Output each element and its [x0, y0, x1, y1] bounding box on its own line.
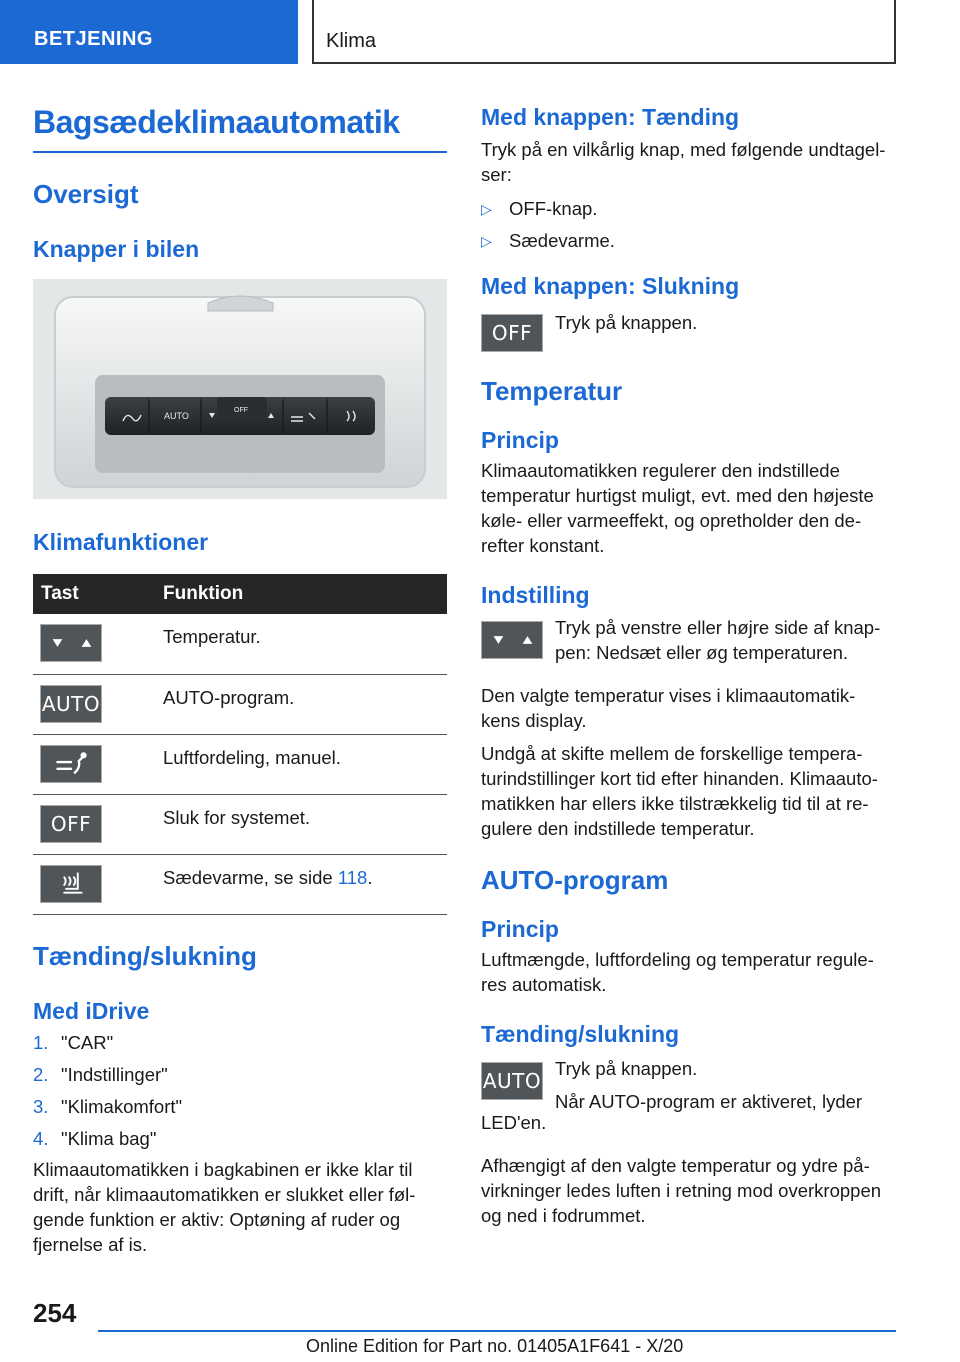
- auto-button-label: AUTO: [482, 1069, 542, 1093]
- exception-list: [481, 193, 897, 257]
- function-table: [33, 574, 447, 915]
- auto-button-label: AUTO: [41, 691, 101, 716]
- table-row: [33, 794, 447, 854]
- heading-princip: Princip: [481, 427, 559, 453]
- off-button-icon: [481, 314, 543, 352]
- text-line: drift, når klimaautomatikken er slukket eller føl-: [33, 1183, 416, 1205]
- text-line: Tryk på venstre eller højre side af knap-: [555, 617, 881, 638]
- list-item: [33, 1027, 447, 1059]
- text-line: og ned i fodrummet.: [481, 1205, 646, 1226]
- princip-text: [481, 458, 897, 558]
- seat-heating-period: .: [367, 866, 373, 888]
- led-text: LED'en.: [481, 1112, 547, 1133]
- text-line: Luftmængde, luftfordeling og temperatur regule-: [481, 949, 874, 970]
- text-line: kens display.: [481, 710, 587, 731]
- bullet-text: OFF-knap.: [509, 198, 598, 219]
- text-line: Klimaautomatikken regulerer den indstillede: [481, 460, 840, 481]
- step-number: 4.: [33, 1127, 49, 1149]
- air-distribution-icon: [40, 745, 102, 783]
- text-line: fjernelse af is.: [33, 1233, 148, 1255]
- text-line: Når AUTO-program er aktiveret, lyder: [555, 1091, 863, 1112]
- chapter-title: Klima: [326, 30, 377, 52]
- step-number: 2.: [33, 1063, 49, 1085]
- control-panel-photo: [33, 279, 447, 499]
- heading-med-idrive: Med iDrive: [33, 997, 150, 1024]
- slukning-row: [481, 314, 897, 352]
- table-cell-text: AUTO-program.: [155, 674, 447, 734]
- list-item: [33, 1123, 447, 1155]
- text-line: gulere den indstillede temperatur.: [481, 818, 755, 839]
- table-cell-icon: [33, 854, 155, 914]
- heading-med-knappen-taending: Med knappen: Tænding: [481, 104, 740, 130]
- table-cell-text: Sluk for systemet.: [155, 794, 447, 854]
- chapter-header-frame: [312, 0, 896, 64]
- text-line: temperatur hurtigst muligt, evt. med den højeste: [481, 485, 874, 506]
- text-line: køle- eller varmeeffekt, og opretholder den de-: [481, 510, 862, 531]
- left-column: [33, 100, 447, 1257]
- col-header-funktion: Funktion: [155, 574, 447, 614]
- temperature-arrows-icon: [481, 621, 543, 659]
- text-line: matikken har ellers ikke tilstrækkelig tid til at re-: [481, 793, 869, 814]
- heading-klimafunktioner: Klimafunktioner: [33, 529, 209, 555]
- col-header-tast: Tast: [33, 574, 155, 614]
- text-line: virkninger ledes luften i retning mod overkroppen: [481, 1180, 882, 1201]
- step-text: "Klimakomfort": [61, 1095, 183, 1117]
- slukning-text: Tryk på knappen.: [555, 312, 698, 333]
- auto-button-icon: [481, 1062, 543, 1100]
- table-cell-icon: [33, 734, 155, 794]
- table-header-row: [33, 574, 447, 614]
- off-button-icon: [40, 805, 102, 843]
- list-item: [481, 225, 897, 257]
- text-line: Den valgte temperatur vises i klimaautomatik-: [481, 685, 856, 706]
- text-line: res automatisk.: [481, 974, 607, 995]
- table-row: [33, 734, 447, 794]
- heading-taending-slukning: Tænding/slukning: [33, 940, 257, 971]
- edition-text: Online Edition for Part no. 01405A1F641 - X/20: [306, 1336, 684, 1356]
- text-line: Tryk på knappen.: [555, 1058, 698, 1079]
- heading-temperatur: Temperatur: [481, 376, 623, 406]
- heading-indstilling: Indstilling: [481, 582, 590, 608]
- table-cell-text: Luftfordeling, manuel.: [155, 734, 447, 794]
- bullet-triangle-icon: ▷: [481, 233, 492, 249]
- step-text: "Klima bag": [61, 1127, 157, 1149]
- temperature-arrows-icon: [40, 624, 102, 662]
- heading-taending-slukning-2: Tænding/slukning: [481, 1021, 680, 1047]
- heading-med-knappen-slukning: Med knappen: Slukning: [481, 273, 740, 299]
- heading-auto-program: AUTO-program: [481, 865, 669, 895]
- undga-text: [481, 741, 897, 841]
- table-row: [33, 614, 447, 674]
- list-item: [33, 1091, 447, 1123]
- page-title: Bagsædeklimaautomatik: [33, 104, 400, 140]
- section-tab: BETJENING: [0, 0, 298, 64]
- auto-button-icon: [40, 685, 102, 723]
- off-button-label: OFF: [491, 321, 533, 345]
- page-link-118[interactable]: 118: [337, 866, 368, 888]
- bullet-triangle-icon: ▷: [481, 201, 492, 217]
- text-line: refter konstant.: [481, 535, 605, 556]
- seat-heating-text: Sædevarme, se side: [163, 866, 338, 888]
- heading-oversigt: Oversigt: [33, 179, 139, 209]
- afhaengigt-text: [481, 1153, 897, 1228]
- table-cell-icon: [33, 794, 155, 854]
- display-text: [481, 683, 897, 733]
- step-text: "CAR": [61, 1031, 114, 1053]
- seat-heating-icon: [40, 865, 102, 903]
- table-cell-icon: [33, 674, 155, 734]
- indstilling-row: [481, 617, 897, 665]
- idrive-steps: [33, 1027, 447, 1155]
- table-cell-icon: [33, 614, 155, 674]
- auto-row: [481, 1058, 897, 1114]
- right-column: [481, 100, 897, 1228]
- panel-off-label: OFF: [234, 407, 248, 414]
- list-item: [33, 1059, 447, 1091]
- text-line: Undgå at skifte mellem de forskellige tempera-: [481, 743, 863, 764]
- text-line: ser:: [481, 164, 512, 185]
- panel-auto-label: AUTO: [164, 411, 189, 421]
- taending-text: [481, 137, 897, 187]
- page-number: 254: [33, 1298, 77, 1328]
- table-row: [33, 674, 447, 734]
- text-line: Afhængigt af den valgte temperatur og ydre på-: [481, 1155, 870, 1176]
- indstilling-text: [555, 615, 880, 665]
- text-line: Tryk på en vilkårlig knap, med følgende undtagel-: [481, 139, 886, 160]
- bullet-text: Sædevarme.: [509, 230, 615, 251]
- idrive-note: [33, 1157, 447, 1257]
- title-rule: [33, 151, 447, 153]
- auto-text: [555, 1056, 862, 1114]
- step-number: 3.: [33, 1095, 49, 1117]
- table-cell-text: Temperatur.: [155, 614, 447, 674]
- heading-knapper: Knapper i bilen: [33, 236, 200, 262]
- text-line: turindstillinger kort tid efter hinanden. Klimaauto-: [481, 768, 878, 789]
- control-panel-illustration: [33, 279, 447, 499]
- heading-princip-2: Princip: [481, 916, 559, 942]
- footer-rule: [98, 1330, 896, 1332]
- table-row: [33, 854, 447, 914]
- step-number: 1.: [33, 1031, 49, 1053]
- table-cell-text: [155, 854, 447, 914]
- list-item: [481, 193, 897, 225]
- text-line: pen: Nedsæt eller øg temperaturen.: [555, 642, 849, 663]
- step-text: "Indstillinger": [61, 1063, 168, 1085]
- text-line: Klimaautomatikken i bagkabinen er ikke klar til: [33, 1158, 413, 1180]
- princip2-text: [481, 947, 897, 997]
- off-button-label: OFF: [50, 811, 92, 836]
- text-line: gende funktion er aktiv: Optøning af ruder og: [33, 1208, 401, 1230]
